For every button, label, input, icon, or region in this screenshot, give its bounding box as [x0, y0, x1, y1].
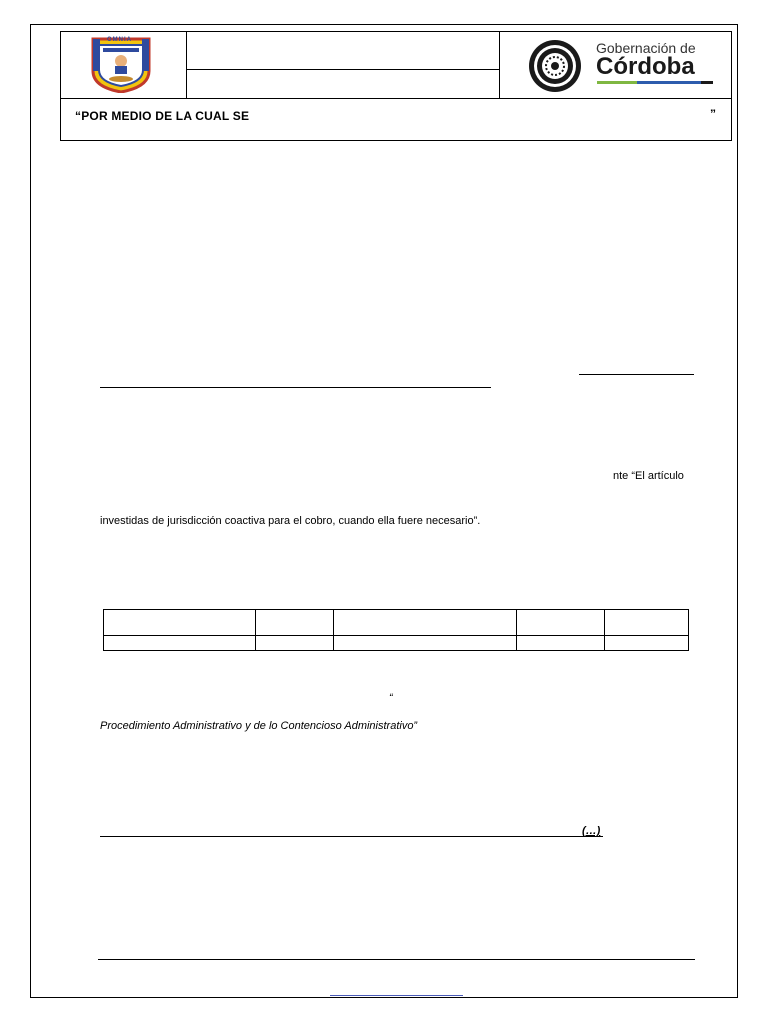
underline-left-long [100, 387, 491, 388]
left-logo-motto: OMNIA [107, 37, 132, 43]
table-cell [605, 610, 689, 636]
quote-open: “ [389, 692, 393, 704]
brand-bar-blue [637, 81, 701, 84]
table-cell [104, 635, 256, 650]
footer-link-underline[interactable] [330, 995, 463, 996]
fragment-article: nte “El artículo [613, 470, 684, 482]
table-cell [255, 610, 333, 636]
title-row [61, 99, 732, 141]
table-cell [255, 635, 333, 650]
table-cell [517, 610, 605, 636]
table-cell [104, 610, 256, 636]
header-code-cell [187, 32, 500, 70]
fragment-coactiva: investidas de jurisdicción coactiva para el cobro, cuando ella fuere necesario”. [100, 515, 481, 527]
brand-bar-green [597, 81, 637, 84]
fragment-procedimiento: Procedimiento Administrativo y de lo Contencioso Administrativo” [100, 720, 418, 732]
document-title-close-quote: ” [710, 107, 716, 121]
ellipsis: (…) [582, 825, 601, 837]
document-title: “POR MEDIO DE LA CUAL SE [75, 109, 250, 123]
brand-line2: Córdoba [596, 53, 695, 80]
brand-bar-dark [701, 81, 713, 84]
table-cell [605, 635, 689, 650]
municipal-shield-icon [89, 37, 153, 93]
brand-line1: Gobernación de [596, 40, 696, 56]
footer-rule [98, 959, 695, 960]
underline-right-short [579, 374, 694, 375]
underline-quote [100, 836, 603, 837]
cordoba-seal-icon [524, 39, 586, 93]
table-cell [333, 610, 517, 636]
table-cell [517, 635, 605, 650]
left-logo-cell [61, 32, 187, 99]
data-table [103, 609, 689, 651]
header-version-cell [187, 70, 500, 99]
table-cell [333, 635, 517, 650]
page-border [30, 24, 738, 998]
